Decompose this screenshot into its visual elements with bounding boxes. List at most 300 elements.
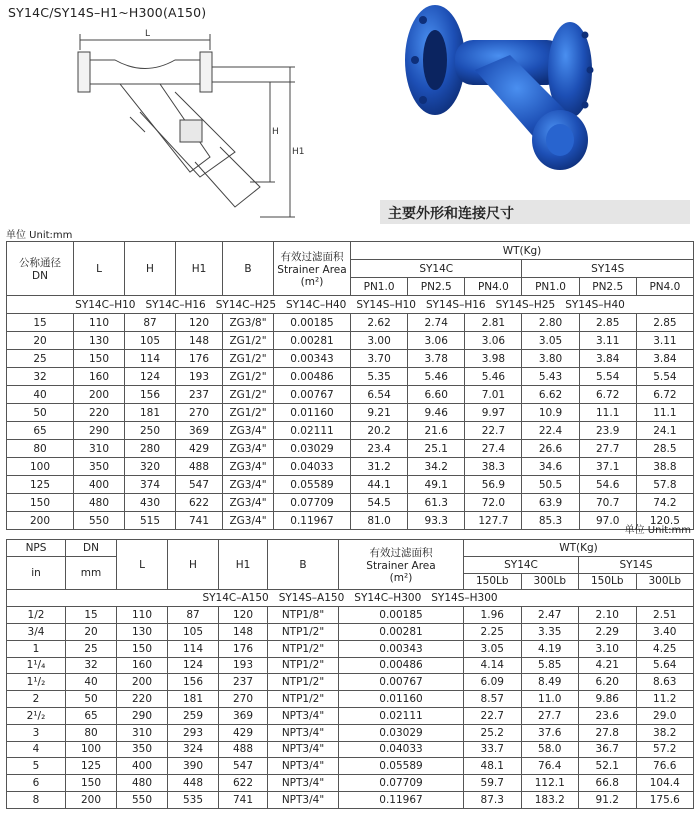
strainer-product-photo xyxy=(395,0,605,185)
table-cell: 0.02111 xyxy=(339,707,464,724)
table-cell: 1.96 xyxy=(464,607,522,624)
table-cell: 97.0 xyxy=(579,512,636,530)
table-cell: 5.85 xyxy=(521,657,579,674)
table-cell: 65 xyxy=(7,422,74,440)
table-cell: 488 xyxy=(176,458,223,476)
table-cell: 429 xyxy=(176,440,223,458)
table-cell: 114 xyxy=(125,350,176,368)
header-pn: PN1.0 xyxy=(351,278,408,296)
table-cell: 1¹/₄ xyxy=(7,657,66,674)
table-cell: 160 xyxy=(117,657,168,674)
table-cell: 76.6 xyxy=(636,758,694,775)
table-cell: NTP1/2" xyxy=(268,623,339,640)
dim-l-label: L xyxy=(145,29,151,39)
table-cell: 310 xyxy=(74,440,125,458)
table-cell: 5.46 xyxy=(408,368,465,386)
table-cell: 3.98 xyxy=(465,350,522,368)
table-cell: 76.4 xyxy=(521,758,579,775)
table-cell: 2¹/₂ xyxy=(7,707,66,724)
table-cell: 34.2 xyxy=(408,458,465,476)
table-cell: 23.4 xyxy=(351,440,408,458)
table-cell: NTP1/2" xyxy=(268,691,339,708)
table-row xyxy=(7,640,694,657)
table-cell: 6.09 xyxy=(464,674,522,691)
table-cell: 3.00 xyxy=(351,332,408,350)
table-cell: 3.80 xyxy=(522,350,579,368)
table-cell: 33.7 xyxy=(464,741,522,758)
table-cell: 622 xyxy=(176,494,223,512)
caption-text: 主要外形和连接尺寸 xyxy=(388,206,514,222)
table-cell: NTP1/2" xyxy=(268,674,339,691)
table-cell: 259 xyxy=(168,707,219,724)
table-row xyxy=(7,741,694,758)
table-cell: 3.11 xyxy=(579,332,636,350)
table-cell: 3.84 xyxy=(636,350,693,368)
table-cell: NPT3/4" xyxy=(268,724,339,741)
header-lb: 150Lb xyxy=(579,573,637,590)
table-cell: 104.4 xyxy=(636,775,694,792)
table-cell: 91.2 xyxy=(579,791,637,808)
table-cell: 0.00767 xyxy=(274,386,351,404)
table-cell: 293 xyxy=(168,724,219,741)
table-cell: 59.7 xyxy=(464,775,522,792)
table-cell: 31.2 xyxy=(351,458,408,476)
table-cell: ZG3/4" xyxy=(223,494,274,512)
table-cell: 2.74 xyxy=(408,314,465,332)
table-cell: 237 xyxy=(219,674,268,691)
header-h: H xyxy=(125,242,176,296)
dim-h1-label: H1 xyxy=(292,147,305,157)
table-cell: 160 xyxy=(74,368,125,386)
table-cell: 0.00343 xyxy=(339,640,464,657)
table-cell: 3/4 xyxy=(7,623,66,640)
table-cell: 28.5 xyxy=(636,440,693,458)
table-cell: 4.21 xyxy=(579,657,637,674)
header-dn: 公称通径 DN xyxy=(7,242,74,296)
table-cell: 290 xyxy=(74,422,125,440)
table-cell: 38.8 xyxy=(636,458,693,476)
table-cell: ZG3/4" xyxy=(223,476,274,494)
table-cell: 400 xyxy=(117,758,168,775)
table-row xyxy=(7,775,694,792)
table-cell: 6.72 xyxy=(636,386,693,404)
table-cell: 622 xyxy=(219,775,268,792)
table-cell: 29.0 xyxy=(636,707,694,724)
table-cell: 87.3 xyxy=(464,791,522,808)
table-cell: 448 xyxy=(168,775,219,792)
table-cell: ZG3/4" xyxy=(223,512,274,530)
table-row xyxy=(7,332,694,350)
table-cell: 741 xyxy=(176,512,223,530)
header-l: L xyxy=(117,540,168,590)
table-cell: 36.7 xyxy=(579,741,637,758)
table-cell: 20.2 xyxy=(351,422,408,440)
table-cell: 87 xyxy=(168,607,219,624)
table-cell: 21.6 xyxy=(408,422,465,440)
table-cell: 3.05 xyxy=(464,640,522,657)
table-row xyxy=(7,386,694,404)
table-cell: 3.40 xyxy=(636,623,694,640)
table-cell: 5 xyxy=(7,758,66,775)
table-cell: 40 xyxy=(7,386,74,404)
header-in: in xyxy=(7,556,66,590)
table-cell: 27.7 xyxy=(579,440,636,458)
table-cell: 2.62 xyxy=(351,314,408,332)
table-cell: 37.1 xyxy=(579,458,636,476)
table-cell: 0.04033 xyxy=(339,741,464,758)
table-cell: 200 xyxy=(74,386,125,404)
table-cell: ZG1/2" xyxy=(223,350,274,368)
table-cell: 8.63 xyxy=(636,674,694,691)
table-cell: 2.47 xyxy=(521,607,579,624)
table-cell: 547 xyxy=(176,476,223,494)
table-cell: 3 xyxy=(7,724,66,741)
table-cell: 220 xyxy=(74,404,125,422)
table-cell: 130 xyxy=(117,623,168,640)
table-cell: 0.00185 xyxy=(339,607,464,624)
table-cell: 8.57 xyxy=(464,691,522,708)
table-cell: 11.0 xyxy=(521,691,579,708)
table-cell: 26.6 xyxy=(522,440,579,458)
table-cell: 150 xyxy=(117,640,168,657)
table-cell: 125 xyxy=(66,758,117,775)
table-cell: 0.01160 xyxy=(274,404,351,422)
table-cell: 156 xyxy=(125,386,176,404)
table-cell: 250 xyxy=(125,422,176,440)
table-cell: 550 xyxy=(117,791,168,808)
metric-spec-table xyxy=(6,241,694,530)
header-sy14s: SY14S xyxy=(522,260,694,278)
table-cell: 183.2 xyxy=(521,791,579,808)
table-cell: 150 xyxy=(7,494,74,512)
table-cell: 112.1 xyxy=(521,775,579,792)
table-cell: 20 xyxy=(7,332,74,350)
header-b: B xyxy=(223,242,274,296)
table-row xyxy=(7,314,694,332)
table-cell: 23.6 xyxy=(579,707,637,724)
table-cell: 127.7 xyxy=(465,512,522,530)
table-cell: 515 xyxy=(125,512,176,530)
table-cell: 10.9 xyxy=(522,404,579,422)
table-cell: 44.1 xyxy=(351,476,408,494)
table-cell: 27.8 xyxy=(579,724,637,741)
dim-h-label: H xyxy=(272,127,279,137)
table-cell: 5.43 xyxy=(522,368,579,386)
header-pn: PN2.5 xyxy=(579,278,636,296)
table-cell: 3.70 xyxy=(351,350,408,368)
header-strainer-area: 有效过滤面积 Strainer Area (m²) xyxy=(274,242,351,296)
table-cell: 430 xyxy=(125,494,176,512)
table-cell: ZG1/2" xyxy=(223,368,274,386)
table-cell: 110 xyxy=(117,607,168,624)
table-cell: 5.35 xyxy=(351,368,408,386)
table-cell: 0.05589 xyxy=(339,758,464,775)
header-lb: 150Lb xyxy=(464,573,522,590)
table-row xyxy=(7,724,694,741)
table-cell: 22.4 xyxy=(522,422,579,440)
table-cell: 114 xyxy=(168,640,219,657)
table-cell: 9.97 xyxy=(465,404,522,422)
table-cell: 0.11967 xyxy=(274,512,351,530)
table-cell: 130 xyxy=(74,332,125,350)
table-cell: 5.54 xyxy=(636,368,693,386)
table-row xyxy=(7,657,694,674)
header-pn: PN2.5 xyxy=(408,278,465,296)
table-row xyxy=(7,691,694,708)
table-cell: 2.85 xyxy=(579,314,636,332)
table-cell: 48.1 xyxy=(464,758,522,775)
table-cell: 270 xyxy=(176,404,223,422)
table-cell: 350 xyxy=(74,458,125,476)
table-cell: 105 xyxy=(125,332,176,350)
table-cell: 4.25 xyxy=(636,640,694,657)
table-cell: 66.8 xyxy=(579,775,637,792)
imperial-spec-table xyxy=(6,539,694,809)
table-cell: 0.11967 xyxy=(339,791,464,808)
table-cell: 120.5 xyxy=(636,512,693,530)
table-cell: 0.00343 xyxy=(274,350,351,368)
table-cell: 54.6 xyxy=(579,476,636,494)
strainer-technical-drawing xyxy=(60,22,320,232)
table-cell: 290 xyxy=(117,707,168,724)
table-cell: 3.06 xyxy=(408,332,465,350)
table-row xyxy=(7,791,694,808)
table-cell: 1¹/₂ xyxy=(7,674,66,691)
table-cell: 70.7 xyxy=(579,494,636,512)
table-cell: 5.46 xyxy=(465,368,522,386)
table-cell: 124 xyxy=(168,657,219,674)
header-pn: PN4.0 xyxy=(465,278,522,296)
table-cell: 15 xyxy=(7,314,74,332)
table-cell: 547 xyxy=(219,758,268,775)
table-cell: 193 xyxy=(176,368,223,386)
table-cell: 80 xyxy=(7,440,74,458)
table-cell: 37.6 xyxy=(521,724,579,741)
table-cell: 7.01 xyxy=(465,386,522,404)
table-cell: 280 xyxy=(125,440,176,458)
header-h1: H1 xyxy=(176,242,223,296)
table-row xyxy=(7,458,694,476)
table-cell: 15 xyxy=(66,607,117,624)
table-cell: NTP1/8" xyxy=(268,607,339,624)
table-cell: 5.64 xyxy=(636,657,694,674)
table-cell: 0.03029 xyxy=(274,440,351,458)
table-cell: 0.00486 xyxy=(339,657,464,674)
table-cell: 25.1 xyxy=(408,440,465,458)
table-cell: 11.2 xyxy=(636,691,694,708)
table-cell: 2.81 xyxy=(465,314,522,332)
table-cell: 148 xyxy=(219,623,268,640)
table-row xyxy=(7,440,694,458)
table-cell: 150 xyxy=(74,350,125,368)
table-cell: 9.46 xyxy=(408,404,465,422)
table-cell: 156 xyxy=(168,674,219,691)
table-cell: 6.72 xyxy=(579,386,636,404)
header-strainer-area: 有效过滤面积 Strainer Area (m²) xyxy=(339,540,464,590)
table-cell: 4.14 xyxy=(464,657,522,674)
header-wt: WT(Kg) xyxy=(351,242,694,260)
table-cell: 324 xyxy=(168,741,219,758)
table-cell: 11.1 xyxy=(636,404,693,422)
table-cell: 80 xyxy=(66,724,117,741)
model-list-row: SY14C–H10 SY14C–H16 SY14C–H25 SY14C–H40 SY14S–H10 SY14S–H16 SY14S–H25 SY14S–H40 xyxy=(7,296,694,314)
table-cell: 50.5 xyxy=(522,476,579,494)
table-cell: 5.54 xyxy=(579,368,636,386)
table-cell: 237 xyxy=(176,386,223,404)
table-cell: 390 xyxy=(168,758,219,775)
table-cell: 0.02111 xyxy=(274,422,351,440)
table-cell: 85.3 xyxy=(522,512,579,530)
header-l: L xyxy=(74,242,125,296)
table-cell: 181 xyxy=(125,404,176,422)
table-cell: 87 xyxy=(125,314,176,332)
table-cell: 25 xyxy=(66,640,117,657)
table-cell: 193 xyxy=(219,657,268,674)
header-h1: H1 xyxy=(219,540,268,590)
header-sy14c: SY14C xyxy=(351,260,522,278)
table-cell: NPT3/4" xyxy=(268,741,339,758)
table-cell: 0.07709 xyxy=(339,775,464,792)
table-cell: 181 xyxy=(168,691,219,708)
table-cell: 480 xyxy=(74,494,125,512)
table-row xyxy=(7,404,694,422)
table-cell: 6.20 xyxy=(579,674,637,691)
table-cell: NTP1/2" xyxy=(268,640,339,657)
table-cell: 25 xyxy=(7,350,74,368)
table-cell: 6.60 xyxy=(408,386,465,404)
table-cell: 120 xyxy=(176,314,223,332)
table-cell: 3.78 xyxy=(408,350,465,368)
table-row xyxy=(7,707,694,724)
table-cell: 2.29 xyxy=(579,623,637,640)
header-sy14c: SY14C xyxy=(464,556,579,573)
table-cell: NPT3/4" xyxy=(268,707,339,724)
table-cell: 72.0 xyxy=(465,494,522,512)
table-cell: 100 xyxy=(66,741,117,758)
table-cell: 150 xyxy=(66,775,117,792)
table-cell: 176 xyxy=(176,350,223,368)
table-cell: 2.51 xyxy=(636,607,694,624)
table-cell: 93.3 xyxy=(408,512,465,530)
table-cell: ZG3/8" xyxy=(223,314,274,332)
table-cell: 50 xyxy=(66,691,117,708)
table-row xyxy=(7,607,694,624)
unit-label-bottom: 单位 Unit:mm xyxy=(624,525,691,536)
table-cell: 105 xyxy=(168,623,219,640)
table-cell: 52.1 xyxy=(579,758,637,775)
table-cell: 310 xyxy=(117,724,168,741)
page-title: SY14C/SY14S–H1~H300(A150) xyxy=(8,5,207,20)
table-cell: 374 xyxy=(125,476,176,494)
table-cell: 100 xyxy=(7,458,74,476)
table-cell: 34.6 xyxy=(522,458,579,476)
table-cell: 0.00486 xyxy=(274,368,351,386)
table-cell: 63.9 xyxy=(522,494,579,512)
table-cell: 57.8 xyxy=(636,476,693,494)
table-cell: 65 xyxy=(66,707,117,724)
table-cell: 57.2 xyxy=(636,741,694,758)
header-lb: 300Lb xyxy=(521,573,579,590)
table-cell: 2.25 xyxy=(464,623,522,640)
table-cell: 2.10 xyxy=(579,607,637,624)
table-cell: 0.00185 xyxy=(274,314,351,332)
table-cell: NTP1/2" xyxy=(268,657,339,674)
table-row xyxy=(7,623,694,640)
table-cell: 27.7 xyxy=(521,707,579,724)
table-row xyxy=(7,494,694,512)
table-cell: 0.03029 xyxy=(339,724,464,741)
table-cell: 58.0 xyxy=(521,741,579,758)
table-cell: 24.1 xyxy=(636,422,693,440)
table-cell: 27.4 xyxy=(465,440,522,458)
table-cell: 6.62 xyxy=(522,386,579,404)
table-cell: 0.00767 xyxy=(339,674,464,691)
table-cell: 1 xyxy=(7,640,66,657)
table-cell: 200 xyxy=(117,674,168,691)
table-cell: 4 xyxy=(7,741,66,758)
table-cell: 124 xyxy=(125,368,176,386)
table-cell: 23.9 xyxy=(579,422,636,440)
table-cell: 270 xyxy=(219,691,268,708)
table-cell: ZG1/2" xyxy=(223,404,274,422)
table-cell: 49.1 xyxy=(408,476,465,494)
table-cell: 3.11 xyxy=(636,332,693,350)
table-cell: 175.6 xyxy=(636,791,694,808)
unit-label-top: 单位 Unit:mm xyxy=(6,230,73,241)
header-pn: PN1.0 xyxy=(522,278,579,296)
table-cell: 38.2 xyxy=(636,724,694,741)
table-cell: 0.05589 xyxy=(274,476,351,494)
header-lb: 300Lb xyxy=(636,573,694,590)
header-mm: mm xyxy=(66,556,117,590)
table-cell: 2.85 xyxy=(636,314,693,332)
table-cell: 22.7 xyxy=(464,707,522,724)
header-nps: NPS xyxy=(7,540,66,557)
table-cell: 110 xyxy=(74,314,125,332)
table-cell: 6.54 xyxy=(351,386,408,404)
header-sy14s: SY14S xyxy=(579,556,694,573)
table-cell: 176 xyxy=(219,640,268,657)
header-dn: DN xyxy=(66,540,117,557)
table-cell: ZG1/2" xyxy=(223,386,274,404)
table-cell: 148 xyxy=(176,332,223,350)
table-cell: 8.49 xyxy=(521,674,579,691)
table-cell: 32 xyxy=(66,657,117,674)
table-cell: 20 xyxy=(66,623,117,640)
model-list-row: SY14C–A150 SY14S–A150 SY14C–H300 SY14S–H300 xyxy=(7,590,694,607)
table-cell: 369 xyxy=(176,422,223,440)
table-cell: 0.00281 xyxy=(274,332,351,350)
table-row xyxy=(7,350,694,368)
table-cell: NPT3/4" xyxy=(268,791,339,808)
table-cell: 220 xyxy=(117,691,168,708)
table-cell: 50 xyxy=(7,404,74,422)
table-cell: 3.10 xyxy=(579,640,637,657)
table-cell: 81.0 xyxy=(351,512,408,530)
table-row xyxy=(7,758,694,775)
table-cell: 320 xyxy=(125,458,176,476)
table-row xyxy=(7,476,694,494)
table-cell: NPT3/4" xyxy=(268,775,339,792)
table-cell: 741 xyxy=(219,791,268,808)
table-cell: 38.3 xyxy=(465,458,522,476)
table-cell: 1/2 xyxy=(7,607,66,624)
table-cell: 74.2 xyxy=(636,494,693,512)
table-cell: ZG1/2" xyxy=(223,332,274,350)
table-row xyxy=(7,422,694,440)
table-cell: 0.00281 xyxy=(339,623,464,640)
table-cell: 40 xyxy=(66,674,117,691)
